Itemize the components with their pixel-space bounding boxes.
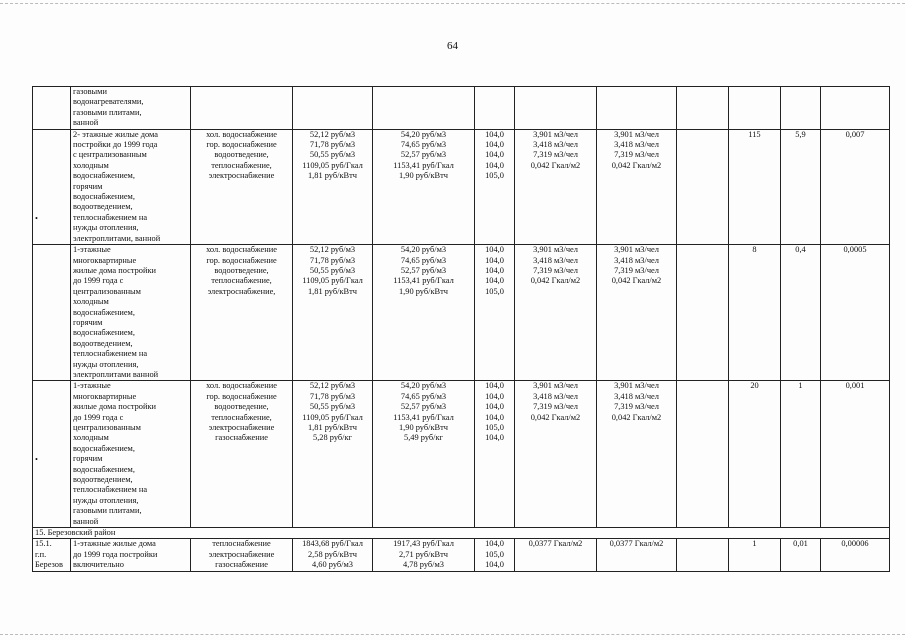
percent-cell-value: 0,4 <box>795 245 806 255</box>
services-cell-line: гор. водоснабжение <box>206 391 277 401</box>
tariff-second-cell-line: 5,49 руб/кг <box>404 433 443 443</box>
housing-category-cell-line: водоснабжением, <box>73 307 135 317</box>
norm-first-cell-line: 0,042 Гкал/м2 <box>530 412 581 422</box>
tariff-first-cell-line: 1109,05 руб/Гкал <box>302 412 363 422</box>
norm-second-cell-line: 3,418 м3/чел <box>614 391 659 401</box>
percent-cell <box>781 129 821 244</box>
norm-second-cell-line: 7,319 м3/чел <box>614 402 659 412</box>
tariff-first-cell-line: 1109,05 руб/Гкал <box>302 276 363 286</box>
housing-category-cell-line: с централизованным <box>73 150 147 160</box>
bullet-marker: • <box>35 455 38 465</box>
services-cell-line: гор. водоснабжение <box>206 140 277 150</box>
housing-category-cell-line: жилые дома постройки <box>73 402 156 412</box>
housing-category-cell-line: централизованным <box>73 423 141 432</box>
housing-category-cell-line: теплоснабжением на <box>73 349 148 359</box>
services-cell-line: теплоснабжение, <box>211 160 272 170</box>
tariff-table <box>32 86 890 572</box>
services-cell-line: хол. водоснабжение <box>206 245 277 255</box>
index-cell-line: 104,0 <box>485 129 504 139</box>
percent-cell <box>781 381 821 528</box>
tariff-first-cell-line: 1,81 руб/кВтч <box>307 286 358 296</box>
row-number-cell-line: Березов <box>35 560 63 570</box>
services-cell <box>191 245 293 381</box>
housing-category-cell <box>71 129 191 244</box>
norm-first-cell-line: 3,418 м3/чел <box>533 140 578 150</box>
index-cell-line: 104,0 <box>485 140 504 150</box>
tariff-second-cell <box>373 539 475 571</box>
housing-category-cell-line: водоснабжением, <box>73 171 135 181</box>
norm-first-cell-line: 7,319 м3/чел <box>533 265 578 275</box>
housing-category-cell-line: холодным <box>73 297 109 307</box>
housing-category-cell-line: многоквартирные <box>73 391 137 401</box>
norm-second-cell-line: 3,418 м3/чел <box>614 255 659 265</box>
tariff-first-cell <box>293 539 373 571</box>
scan-edge-bottom <box>0 634 905 636</box>
housing-category-cell <box>71 539 191 571</box>
housing-category-cell-line: теплоснабжением на <box>73 485 148 495</box>
housing-category-cell-line: водоснабжением, <box>73 443 135 453</box>
percent-cell <box>781 539 821 571</box>
tariff-first-cell-line: 1,81 руб/кВтч <box>307 423 358 432</box>
value-cell-value: 0,0005 <box>843 245 867 255</box>
extra-cell <box>677 245 729 381</box>
housing-category-cell-line: электроплитами ванной <box>73 369 159 379</box>
norm-first-cell-line: 3,901 м3/чел <box>533 381 578 391</box>
value-cell-value: 0,00006 <box>841 539 869 549</box>
tariff-second-cell <box>373 381 475 528</box>
row-number-cell-line: 15.1. <box>35 539 52 549</box>
norm-first-cell-line: 3,418 м3/чел <box>533 391 578 401</box>
index-cell-line: 104,0 <box>485 150 504 160</box>
norm-second-cell-line: 3,418 м3/чел <box>614 140 659 150</box>
tariff-second-cell-line: 1153,41 руб/Гкал <box>393 276 454 286</box>
services-cell-line: электроснабжение <box>208 423 275 432</box>
housing-category-cell-line: многоквартирные <box>73 255 137 265</box>
table-row <box>33 87 890 130</box>
housing-category-cell-line: электроплитами, ванной <box>73 233 161 243</box>
housing-category-cell-line: ванной <box>73 118 99 128</box>
services-cell-line: газоснабжение <box>215 560 268 570</box>
services-cell <box>191 87 293 130</box>
tariff-second-cell-line: 54,20 руб/м3 <box>400 245 447 255</box>
services-cell-line: хол. водоснабжение <box>206 129 277 139</box>
housing-category-cell-line: 1-этажные <box>73 381 111 391</box>
index-cell-line: 104,0 <box>485 539 504 549</box>
tariff-second-cell-line: 54,20 руб/м3 <box>400 381 447 391</box>
norm-first-cell-line: 0,0377 Гкал/м2 <box>528 539 583 549</box>
norm-second-cell <box>597 381 677 528</box>
norm-second-cell <box>597 87 677 130</box>
services-cell-line: электроснабжение <box>208 171 275 181</box>
table-row <box>33 245 890 381</box>
tariff-first-cell-line: 52,12 руб/м3 <box>309 381 356 391</box>
norm-second-cell-line: 3,901 м3/чел <box>614 381 659 391</box>
services-cell-line: теплоснабжение <box>212 539 271 549</box>
housing-category-cell-line: ванной <box>73 516 99 526</box>
extra-cell <box>677 87 729 130</box>
norm-first-cell <box>515 245 597 381</box>
row-number-cell <box>33 129 71 244</box>
norm-first-cell <box>515 129 597 244</box>
percent-cell <box>781 87 821 130</box>
district-title: 15. Березовский район <box>33 528 890 539</box>
row-number-cell-line: г.п. <box>35 549 47 559</box>
tariff-first-cell <box>293 129 373 244</box>
housing-category-cell-line: теплоснабжением на <box>73 212 148 222</box>
index-cell-line: 104,0 <box>485 381 504 391</box>
district-row <box>33 528 890 539</box>
tariff-second-cell-line: 4,78 руб/м3 <box>403 560 444 570</box>
count-cell-value: 115 <box>748 129 761 139</box>
row-number-cell <box>33 245 71 381</box>
housing-category-cell-line: горячим <box>73 317 103 327</box>
tariff-first-cell <box>293 245 373 381</box>
housing-category-cell-line: жилые дома постройки <box>73 265 156 275</box>
index-cell-line: 104,0 <box>485 265 504 275</box>
housing-category-cell-line: 1-этажные <box>73 245 111 255</box>
housing-category-cell-line: нужды отопления, <box>73 359 139 369</box>
housing-category-cell-line: горячим <box>73 181 103 191</box>
value-cell <box>821 87 890 130</box>
tariff-first-cell-line: 52,12 руб/м3 <box>309 245 356 255</box>
index-cell <box>475 381 515 528</box>
housing-category-cell-line: горячим <box>73 454 103 464</box>
norm-second-cell-line: 0,042 Гкал/м2 <box>611 412 662 422</box>
index-cell-line: 104,0 <box>485 391 504 401</box>
housing-category-cell-line: до 1999 года с <box>73 412 124 422</box>
index-cell-line: 105,0 <box>485 171 504 181</box>
norm-second-cell-line: 7,319 м3/чел <box>614 150 659 160</box>
tariff-second-cell-line: 1,90 руб/кВтч <box>398 171 449 181</box>
table-row <box>33 539 890 571</box>
norm-second-cell <box>597 245 677 381</box>
index-cell-line: 104,0 <box>485 433 504 443</box>
housing-category-cell-line: до 1999 года с <box>73 276 124 286</box>
norm-first-cell-line: 3,901 м3/чел <box>533 245 578 255</box>
norm-second-cell <box>597 129 677 244</box>
row-number-cell <box>33 87 71 130</box>
marker-spacer <box>35 381 68 455</box>
tariff-second-cell-line: 2,71 руб/кВтч <box>398 549 449 559</box>
tariff-second-cell-line: 54,20 руб/м3 <box>400 129 447 139</box>
table-row <box>33 129 890 244</box>
housing-category-cell-line: водоснабжением, <box>73 328 135 338</box>
housing-category-cell-line: водоотведением, <box>73 475 133 485</box>
count-cell <box>729 245 781 381</box>
tariff-first-cell-line: 50,55 руб/м3 <box>309 150 356 160</box>
percent-cell-value: 5,9 <box>795 129 806 139</box>
tariff-second-cell-line: 1153,41 руб/Гкал <box>393 412 454 422</box>
norm-second-cell-line: 3,901 м3/чел <box>614 129 659 139</box>
services-cell-line: теплоснабжение, <box>211 412 272 422</box>
extra-cell <box>677 539 729 571</box>
housing-category-cell-line: водоснабжением, <box>73 464 135 474</box>
housing-category-cell-line: 1-этажные жилые дома <box>73 539 156 549</box>
count-cell-value: 1 <box>752 539 757 549</box>
housing-category-cell-line: водоотведением, <box>73 338 133 348</box>
tariff-first-cell-line: 71,78 руб/м3 <box>309 391 356 401</box>
housing-category-cell <box>71 245 191 381</box>
housing-category-cell <box>71 381 191 528</box>
index-cell-line: 104,0 <box>485 560 504 570</box>
index-cell-line: 105,0 <box>485 423 504 432</box>
housing-category-cell-line: водонагревателями, <box>73 97 144 107</box>
tariff-second-cell <box>373 87 475 130</box>
row-number-cell <box>33 381 71 528</box>
extra-cell <box>677 129 729 244</box>
scan-edge-top <box>0 3 905 5</box>
housing-category-cell-line: холодным <box>73 433 109 443</box>
extra-cell <box>677 381 729 528</box>
norm-second-cell-line: 0,042 Гкал/м2 <box>611 160 662 170</box>
housing-category-cell-line: 2- этажные жилые дома <box>73 129 158 139</box>
norm-first-cell <box>515 539 597 571</box>
tariff-second-cell-line: 74,65 руб/м3 <box>400 140 447 150</box>
services-cell <box>191 381 293 528</box>
housing-category-cell-line: нужды отопления, <box>73 495 139 505</box>
row-number-cell <box>33 539 71 571</box>
services-cell-line: хол. водоснабжение <box>206 381 277 391</box>
index-cell <box>475 129 515 244</box>
tariff-second-cell-line: 1153,41 руб/Гкал <box>393 160 454 170</box>
value-cell-value: 0,001 <box>845 381 865 391</box>
percent-cell-value: 1 <box>798 381 803 391</box>
index-cell <box>475 245 515 381</box>
tariff-second-cell <box>373 129 475 244</box>
housing-category-cell-line: включительно <box>73 560 124 570</box>
value-cell <box>821 381 890 528</box>
housing-category-cell-line: постройки до 1999 года <box>73 140 158 150</box>
housing-category-cell-line: газовыми плитами, <box>73 107 142 117</box>
tariff-second-cell-line: 1917,43 руб/Гкал <box>393 539 454 549</box>
bullet-marker: • <box>35 213 38 223</box>
norm-first-cell-line: 7,319 м3/чел <box>533 402 578 412</box>
housing-category-cell-line: холодным <box>73 160 109 170</box>
norm-first-cell-line: 7,319 м3/чел <box>533 150 578 160</box>
services-cell <box>191 129 293 244</box>
count-cell <box>729 539 781 571</box>
tariff-first-cell-line: 1843,68 руб/Гкал <box>302 539 363 549</box>
percent-cell <box>781 245 821 381</box>
tariff-second-cell-line: 52,57 руб/м3 <box>400 402 447 412</box>
count-cell <box>729 381 781 528</box>
tariff-first-cell-line: 50,55 руб/м3 <box>309 402 356 412</box>
services-cell-line: водоотведение, <box>214 265 269 275</box>
services-cell-line: электроснабжение, <box>207 286 276 296</box>
norm-second-cell-line: 0,0377 Гкал/м2 <box>609 539 664 549</box>
norm-second-cell-line: 3,901 м3/чел <box>614 245 659 255</box>
tariff-second-cell-line: 1,90 руб/кВтч <box>398 286 449 296</box>
housing-category-cell-line: водоснабжением, <box>73 192 135 202</box>
tariff-first-cell-line: 52,12 руб/м3 <box>309 129 356 139</box>
tariff-first-cell <box>293 381 373 528</box>
tariff-second-cell-line: 1,90 руб/кВтч <box>398 423 449 432</box>
table-row <box>33 381 890 528</box>
index-cell-line: 104,0 <box>485 276 504 286</box>
norm-first-cell <box>515 381 597 528</box>
housing-category-cell-line: газовыми плитами, <box>73 506 142 516</box>
tariff-first-cell-line: 4,60 руб/м3 <box>312 560 353 570</box>
services-cell-line: водоотведение, <box>214 402 269 412</box>
tariff-first-cell-line: 71,78 руб/м3 <box>309 140 356 150</box>
page-number: 64 <box>447 40 458 52</box>
index-cell-line: 104,0 <box>485 245 504 255</box>
tariff-first-cell-line: 2,58 руб/кВтч <box>307 549 358 559</box>
norm-first-cell <box>515 87 597 130</box>
index-cell-line: 104,0 <box>485 160 504 170</box>
count-cell <box>729 129 781 244</box>
tariff-first-cell-line: 1109,05 руб/Гкал <box>302 160 363 170</box>
index-cell-line: 104,0 <box>485 255 504 265</box>
tariff-second-cell-line: 52,57 руб/м3 <box>400 265 447 275</box>
tariff-first-cell <box>293 87 373 130</box>
count-cell <box>729 87 781 130</box>
norm-second-cell <box>597 539 677 571</box>
value-cell <box>821 539 890 571</box>
tariff-first-cell-line: 50,55 руб/м3 <box>309 265 356 275</box>
services-cell-line: гор. водоснабжение <box>206 255 277 265</box>
index-cell-line: 104,0 <box>485 402 504 412</box>
norm-first-cell-line: 3,418 м3/чел <box>533 255 578 265</box>
services-cell-line: теплоснабжение, <box>211 276 272 286</box>
tariff-first-cell-line: 1,81 руб/кВтч <box>307 171 358 181</box>
index-cell-line: 105,0 <box>485 286 504 296</box>
norm-first-cell-line: 0,042 Гкал/м2 <box>530 276 581 286</box>
housing-category-cell-line: до 1999 года постройки <box>73 549 158 559</box>
count-cell-value: 8 <box>752 245 757 255</box>
services-cell-line: водоотведение, <box>214 150 269 160</box>
count-cell-value: 20 <box>750 381 759 391</box>
marker-spacer <box>35 130 68 214</box>
tariff-second-cell <box>373 245 475 381</box>
norm-first-cell-line: 0,042 Гкал/м2 <box>530 160 581 170</box>
norm-second-cell-line: 7,319 м3/чел <box>614 265 659 275</box>
index-cell-line: 105,0 <box>485 549 504 559</box>
tariff-first-cell-line: 71,78 руб/м3 <box>309 255 356 265</box>
norm-first-cell-line: 3,901 м3/чел <box>533 129 578 139</box>
tariff-first-cell-line: 5,28 руб/кг <box>313 433 352 443</box>
services-cell-line: электроснабжение <box>208 549 275 559</box>
value-cell-value: 0,007 <box>845 129 865 139</box>
index-cell <box>475 539 515 571</box>
percent-cell-value: 0,01 <box>793 539 808 549</box>
housing-category-cell-line: водоотведением, <box>73 202 133 212</box>
tariff-second-cell-line: 52,57 руб/м3 <box>400 150 447 160</box>
services-cell-line: газоснабжение <box>215 433 268 443</box>
housing-category-cell-line: нужды отопления, <box>73 223 139 233</box>
housing-category-cell-line: централизованным <box>73 286 141 296</box>
tariff-second-cell-line: 74,65 руб/м3 <box>400 255 447 265</box>
value-cell <box>821 245 890 381</box>
tariff-second-cell-line: 74,65 руб/м3 <box>400 391 447 401</box>
services-cell <box>191 539 293 571</box>
index-cell-line: 104,0 <box>485 412 504 422</box>
norm-second-cell-line: 0,042 Гкал/м2 <box>611 276 662 286</box>
value-cell <box>821 129 890 244</box>
index-cell <box>475 87 515 130</box>
housing-category-cell <box>71 87 191 130</box>
housing-category-cell-line: газовыми <box>73 87 107 96</box>
